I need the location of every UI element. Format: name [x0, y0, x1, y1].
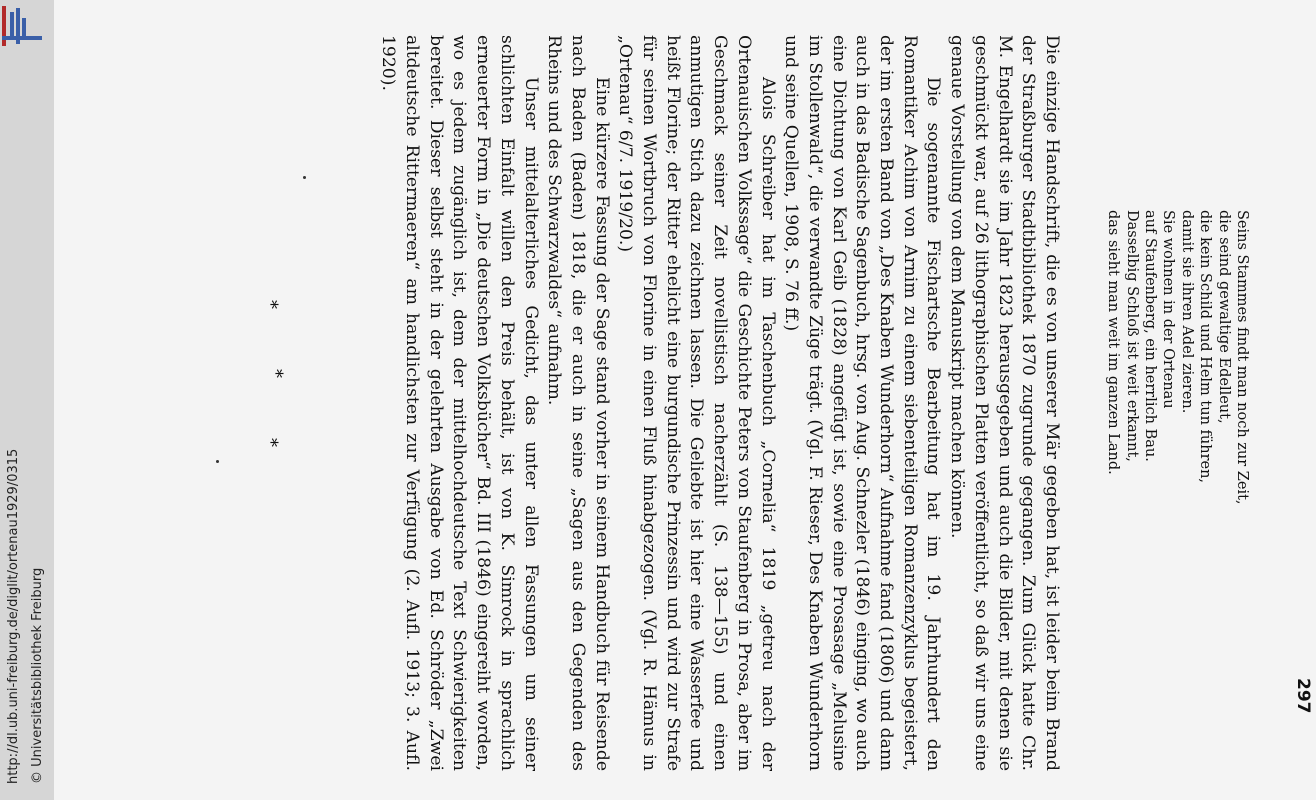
prose-body	[376, 35, 1063, 771]
poem-line: das sieht man weit im ganzen Land.	[1105, 210, 1122, 475]
poem-line: damit sie ihren Adel zieren.	[1178, 210, 1195, 414]
poem-block	[1104, 210, 1251, 505]
paragraph: Die sogenannte Fischartsche Bearbeitung hat im 19. Jahrhundert den Romantiker Achim von Arnim zu einem siebenteiligen Romanzenzyklus begeistert, der im ersten Band von „Des Knaben Wunderhorn“ Aufnahme fand (1806) und dann auch in das Badische Sagenbuch, hrsg. von Aug. Schnezler (1846) einging, wo auch eine Dichtung von Karl Geib (1828) angefügt ist, sowie eine Prosasage „Melusine im Stollenwald“, die verwandte Züge trägt. (Vgl. F. Rieser, Des Knaben Wunderhorn und seine Quellen, 1908, S. 76 ff.)	[781, 35, 944, 771]
book-page	[54, 0, 1316, 800]
separator-star: *	[260, 438, 281, 447]
paragraph: Alois Schreiber hat im Taschenbuch „Cornelia“ 1819 „getreu nach der Ortenauischen Volkssage“ die Geschichte Peters von Staufenberg in Prosa, aber im Geschmack seiner Zeit novellistisch nacherzählt (S. 138—155) und einen anmutigen Stich dazu zeichnen lassen. Die Geliebte ist hier eine Wasserfee und heißt Florine; der Ritter ehelicht eine burgundische Prinzessin und wird zur Strafe für seinen Wortbruch von Florine in einen Fluß hinabgezogen. (Vgl. R. Hämus in „Ortenau“ 6/7. 1919/20.)	[615, 35, 778, 771]
poem-line: Seins Stammes findt man noch zur Zeit,	[1234, 210, 1250, 505]
separator-star: *	[260, 300, 281, 309]
poem-line: die kein Schild und Helm tun führen,	[1197, 210, 1214, 484]
scan-speck	[303, 176, 306, 179]
poem-line: Sie wohnen in der Ortenau	[1160, 210, 1177, 409]
sidebar-text	[0, 0, 54, 800]
sidebar	[0, 0, 54, 800]
paragraph: Die einzige Handschrift, die es von unserer Mär gegeben hat, ist leider beim Brand der Straßburger Stadtbibliothek 1870 zugrunde gegangen. Zum Glück hatte Chr. M. Engelhardt sie im Jahr 1823 herausgegeben und auch die Bilder, mit denen sie geschmückt war, auf 26 lithographischen Platten veröffentlicht, so daß wir uns eine genaue Vorstellung von dem Manuskript machen können.	[947, 35, 1062, 771]
scanned-page-viewer	[54, 0, 1316, 800]
paragraph: Unser mittelalterliches Gedicht, das unter allen Fassungen um seiner schlichten Einfalt willen den Preis behält, ist von K. Simrock in sprachlich erneuerter Form in „Die deutschen Volksbücher“ Bd. III (1846) eingereiht worden, wo es jedem zugänglich ist, dem der mittelhochdeutsche Text Schwierigkeiten bereitet. Dieser selbst steht in der gelehrten Ausgabe von Ed. Schröder „Zwei altdeutsche Rittermaeren“ am handlichsten zur Verfügung (2. Aufl. 1913; 3. Aufl. 1920).	[378, 35, 541, 771]
separator-star: *	[265, 369, 286, 378]
rotated-page-container	[54, 0, 1316, 800]
scan-speck	[216, 460, 219, 463]
poem-line: die seind gewaltige Edelleut,	[1215, 210, 1232, 424]
page-number: 297	[1293, 678, 1313, 714]
source-url-link[interactable]: http://dl.ub.uni-freiburg.de/diglit/ortenau1929/0315	[6, 448, 21, 784]
poem-line: Dasselbig Schloß ist weit erkannt,	[1123, 210, 1140, 462]
poem-line: auf Staufenberg, ein herrlich Bau.	[1142, 210, 1159, 462]
copyright-notice: © Universitätsbibliothek Freiburg	[30, 567, 45, 784]
paragraph: Eine kürzere Fassung der Sage stand vorher in seinem Handbuch für Reisende nach Baden (Baden) 1818, die er auch in seine „Sagen aus den Gegenden des Rheins und des Schwarzwaldes“ aufnahm.	[544, 35, 612, 771]
